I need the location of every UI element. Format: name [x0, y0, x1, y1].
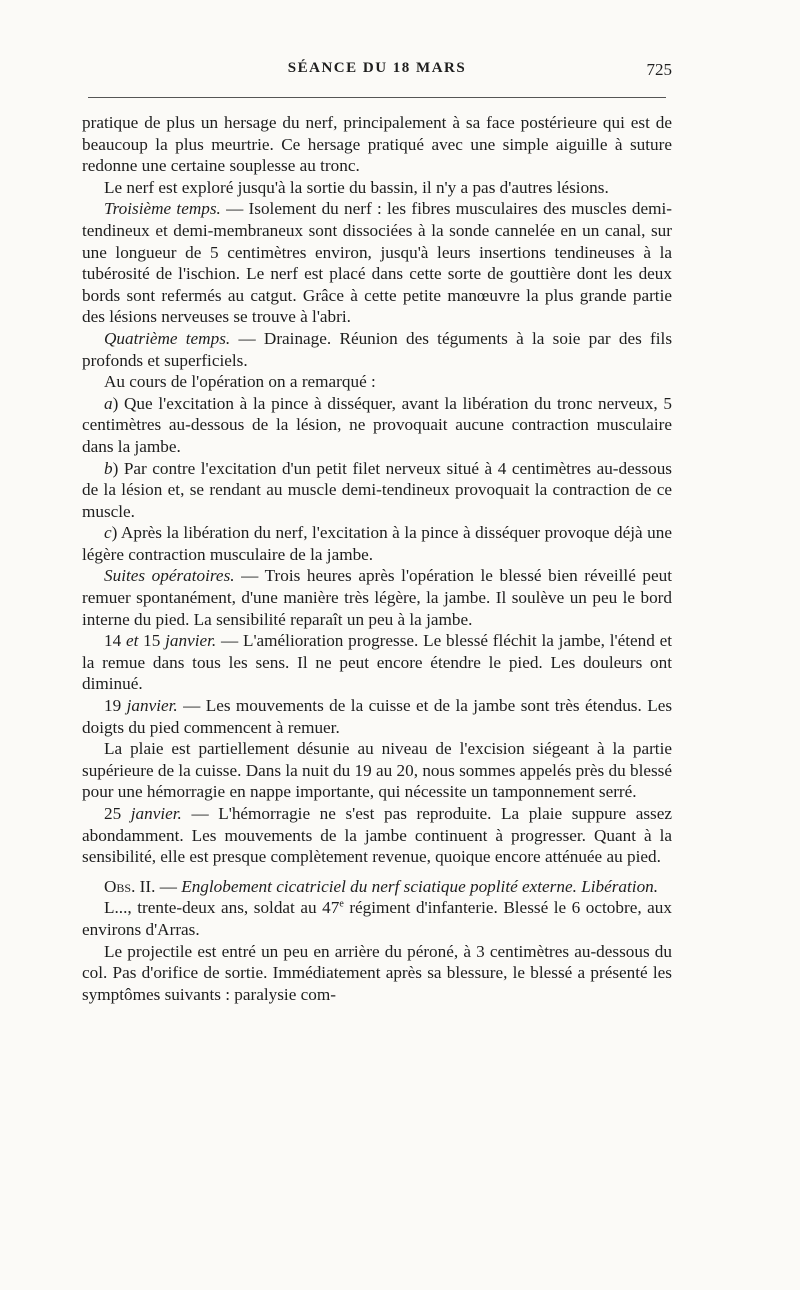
paragraph	[82, 876, 672, 898]
text-run: Le projectile est entré un peu en arrière du péroné, à 3 centimètres au-dessous du col. Pas d'orifice de sortie. Immédiatement après sa blessure, le blessé a présenté les symptômes suivants : paralysie com-	[82, 941, 672, 1004]
paragraph	[82, 941, 672, 1006]
paragraph	[82, 112, 672, 177]
paragraph	[82, 371, 672, 393]
paragraph	[82, 177, 672, 199]
text-run: Suites opératoires.	[104, 566, 235, 586]
text-run: — Isolement du nerf : les fibres musculaires des muscles demi-tendineux et demi-membraneux sont dissociées à la sonde cannelée en un canal, sur une longueur de 5 centimètres environ, jusqu'à leurs insertions tendineuses à la tubérosité de l'ischion. Le nerf est placé dans cette sorte de gouttière dont les deux bords sont refermés au catgut. Grâce à cette petite manœuvre la plus grande partie des lésions nerveuses se trouve à l'abri.	[82, 199, 672, 327]
text-run: L..., trente-deux ans, soldat au 47	[104, 898, 340, 918]
text-run: b	[104, 458, 113, 478]
text-run: — Drainage. Réunion des téguments à la soie par des fils profonds et superficiels.	[82, 328, 673, 370]
paragraph	[82, 695, 672, 738]
text-run: janvier.	[165, 631, 217, 651]
text-run: janvier.	[130, 804, 182, 823]
text-run: ) Par contre l'excitation d'un petit filet nerveux situé à 4 centimètres au-dessous de la lésion et, se rendant au muscle demi-tendineux provoquait la contraction de ce muscle.	[82, 458, 672, 521]
text-run: — L'amélioration progresse. Le blessé fléchit la jambe, l'étend et la remue dans tous les sens. Il ne peut encore étendre le pied. Les douleurs ont diminué.	[82, 631, 673, 694]
text-run: Englobement cicatriciel du nerf sciatique poplité externe. Libération.	[181, 876, 659, 896]
text-run: — L'hémorragie ne s'est pas reproduite. La plaie suppure assez abondamment. Les mouvements de la jambe continuent à progresser. Quant à la sensibilité, elle est presque complètement revenue, quoique encore atténuée au pied.	[82, 804, 672, 867]
text-run: — Les mouvements de la cuisse et de la jambe sont très étendus. Les doigts du pied commencent à remuer.	[82, 696, 673, 737]
header-rule	[88, 97, 666, 98]
text-run: régiment d'infanterie. Blessé le 6 octobre, aux environs d'Arras.	[82, 898, 672, 939]
page-number: 725	[646, 60, 672, 79]
text-run: Quatrième temps.	[104, 328, 231, 348]
paragraph	[82, 458, 672, 523]
text-run: Troisième temps.	[104, 199, 221, 219]
text-run: Le nerf est exploré jusqu'à la sortie du bassin, il n'y a pas d'autres lésions.	[104, 177, 609, 197]
paragraph	[82, 328, 672, 371]
text-run: ) Que l'excitation à la pince à disséquer, avant la libération du tronc nerveux, 5 centimètres au-dessous de la lésion, ne provoquait aucune contraction musculaire dans la jambe.	[82, 393, 672, 456]
paragraph	[82, 630, 672, 695]
paragraph	[82, 393, 672, 458]
text-run: La plaie est partiellement désunie au niveau de l'excision siégeant à la partie supérieure de la cuisse. Dans la nuit du 19 au 20, nous sommes appelés près du blessé pour une hémorragie en nappe importante, qui nécessite un tamponnement serré.	[82, 739, 672, 802]
text-run: 25	[104, 804, 131, 823]
text-run: a	[104, 393, 113, 413]
paragraph	[82, 897, 672, 940]
text-run: —	[155, 876, 182, 896]
paragraph	[82, 522, 672, 565]
paragraph	[82, 198, 672, 328]
text-run: 14	[104, 631, 126, 651]
page-header	[82, 60, 672, 90]
text-run: Obs. II.	[104, 876, 156, 896]
paragraph	[82, 738, 672, 803]
text-run: et	[125, 631, 139, 651]
text-run: e	[339, 898, 344, 910]
text-run: — Trois heures après l'opération le blessé bien réveillé peut remuer spontanément, d'une manière très légère, la jambe. Il soulève un peu le bord interne du pied. La sensibilité reparaît un peu à la jambe.	[82, 566, 672, 629]
text-run: c	[104, 523, 112, 543]
text-run: 15	[138, 631, 166, 651]
paragraph	[82, 565, 672, 630]
paragraph	[82, 803, 672, 868]
text-run: ) Après la libération du nerf, l'excitation à la pince à disséquer provoque déjà une légère contraction musculaire de la jambe.	[82, 523, 672, 564]
text-run: janvier.	[126, 696, 178, 716]
text-run: Au cours de l'opération on a remarqué :	[104, 372, 376, 392]
running-title: SÉANCE DU 18 MARS	[287, 60, 467, 76]
text-run: pratique de plus un hersage du nerf, principalement à sa face postérieure qui est de beaucoup la plus meurtrie. Ce hersage pratiqué avec une simple aiguille à suture redonne une certaine souplesse au tronc.	[82, 113, 672, 176]
text-run: 19	[104, 696, 127, 716]
body-text	[82, 112, 672, 1005]
